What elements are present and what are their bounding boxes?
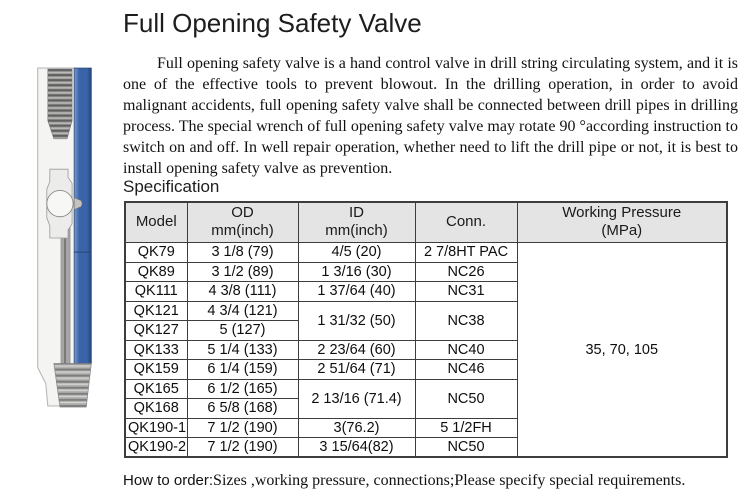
cell-model: QK190-1 — [125, 418, 187, 438]
col-header-label: Model — [135, 213, 177, 230]
cell-conn: 5 1/2FH — [415, 418, 517, 438]
table-row — [125, 243, 727, 263]
col-header-conn — [415, 202, 517, 243]
cell-od: 4 3/8 (111) — [187, 282, 298, 302]
cell-model: QK159 — [125, 360, 187, 380]
col-header-model — [125, 202, 187, 243]
cell-id: 3(76.2) — [298, 418, 415, 438]
cell-od: 6 1/4 (159) — [187, 360, 298, 380]
cell-od: 3 1/2 (89) — [187, 262, 298, 282]
page-title: Full Opening Safety Valve — [123, 8, 422, 38]
product-description: Full opening safety valve is a hand control valve in drill string circulating system, and it is one of the effective tools to prevent blowout. In the drilling operation, in order to avoid malignant accidents, full opening safety valve shall be connected between drill pipes in drilling process. The special wrench of full opening safety valve may rotate 90 °according instruction to switch on and off. In well repair operation, whether need to lift the drill pipe or not, it is best to install opening safety valve as prevention. — [123, 55, 738, 177]
cell-conn: NC50 — [415, 438, 517, 458]
col-header-wp — [517, 202, 727, 243]
cell-id: 2 13/16 (71.4) — [298, 379, 415, 418]
how-to-order-note — [123, 472, 743, 490]
cell-id: 2 51/64 (71) — [298, 360, 415, 380]
spec-header-row — [125, 202, 727, 243]
col-header-od — [187, 202, 298, 243]
cell-model: QK121 — [125, 301, 187, 321]
cell-conn: NC31 — [415, 282, 517, 302]
cell-conn: 2 7/8HT PAC — [415, 243, 517, 263]
cell-id: 1 3/16 (30) — [298, 262, 415, 282]
how-to-order-text: Sizes ,working pressure, connections;Please specify special requirements. — [213, 472, 686, 489]
cell-model: QK89 — [125, 262, 187, 282]
cell-conn: NC50 — [415, 379, 517, 418]
col-header-label: Working Pressure — [562, 204, 682, 221]
cell-id: 4/5 (20) — [298, 243, 415, 263]
col-header-label: ID — [349, 204, 364, 221]
cell-working-pressure: 35, 70, 105 — [517, 243, 727, 458]
cell-od: 7 1/2 (190) — [187, 438, 298, 458]
col-header-sublabel: mm(inch) — [325, 222, 388, 239]
specification-heading: Specification — [123, 177, 220, 196]
cell-model: QK111 — [125, 282, 187, 302]
cell-od: 5 (127) — [187, 321, 298, 341]
valve-pin-thread — [54, 363, 91, 407]
cell-conn: NC38 — [415, 301, 517, 340]
how-to-order-label: How to order: — [123, 472, 214, 489]
specification-table-head — [125, 202, 727, 243]
cell-model: QK190-2 — [125, 438, 187, 458]
cell-od: 7 1/2 (190) — [187, 418, 298, 438]
cell-model: QK165 — [125, 379, 187, 399]
col-header-label: OD — [231, 204, 254, 221]
cell-conn: NC46 — [415, 360, 517, 380]
cell-id: 1 37/64 (40) — [298, 282, 415, 302]
cell-conn: NC40 — [415, 340, 517, 360]
cell-model: QK127 — [125, 321, 187, 341]
cell-model: QK79 — [125, 243, 187, 263]
col-header-sublabel: mm(inch) — [211, 222, 274, 239]
cell-od: 4 3/4 (121) — [187, 301, 298, 321]
col-header-id — [298, 202, 415, 243]
specification-table-body — [125, 243, 727, 458]
valve-ball — [47, 190, 73, 216]
cell-od: 6 1/2 (165) — [187, 379, 298, 399]
specification-table — [124, 201, 728, 458]
valve-body-blue — [74, 68, 91, 363]
valve-cross-section-icon — [33, 64, 95, 410]
cell-conn: NC26 — [415, 262, 517, 282]
cell-od: 3 1/8 (79) — [187, 243, 298, 263]
cell-id: 2 23/64 (60) — [298, 340, 415, 360]
valve-top-thread — [48, 69, 72, 139]
cell-od: 6 5/8 (168) — [187, 399, 298, 419]
cell-id: 1 31/32 (50) — [298, 301, 415, 340]
cell-id: 3 15/64(82) — [298, 438, 415, 458]
cell-model: QK133 — [125, 340, 187, 360]
col-header-sublabel: (MPa) — [601, 222, 643, 239]
valve-illustration — [33, 64, 95, 410]
cell-od: 5 1/4 (133) — [187, 340, 298, 360]
cell-model: QK168 — [125, 399, 187, 419]
col-header-label: Conn. — [445, 213, 487, 230]
